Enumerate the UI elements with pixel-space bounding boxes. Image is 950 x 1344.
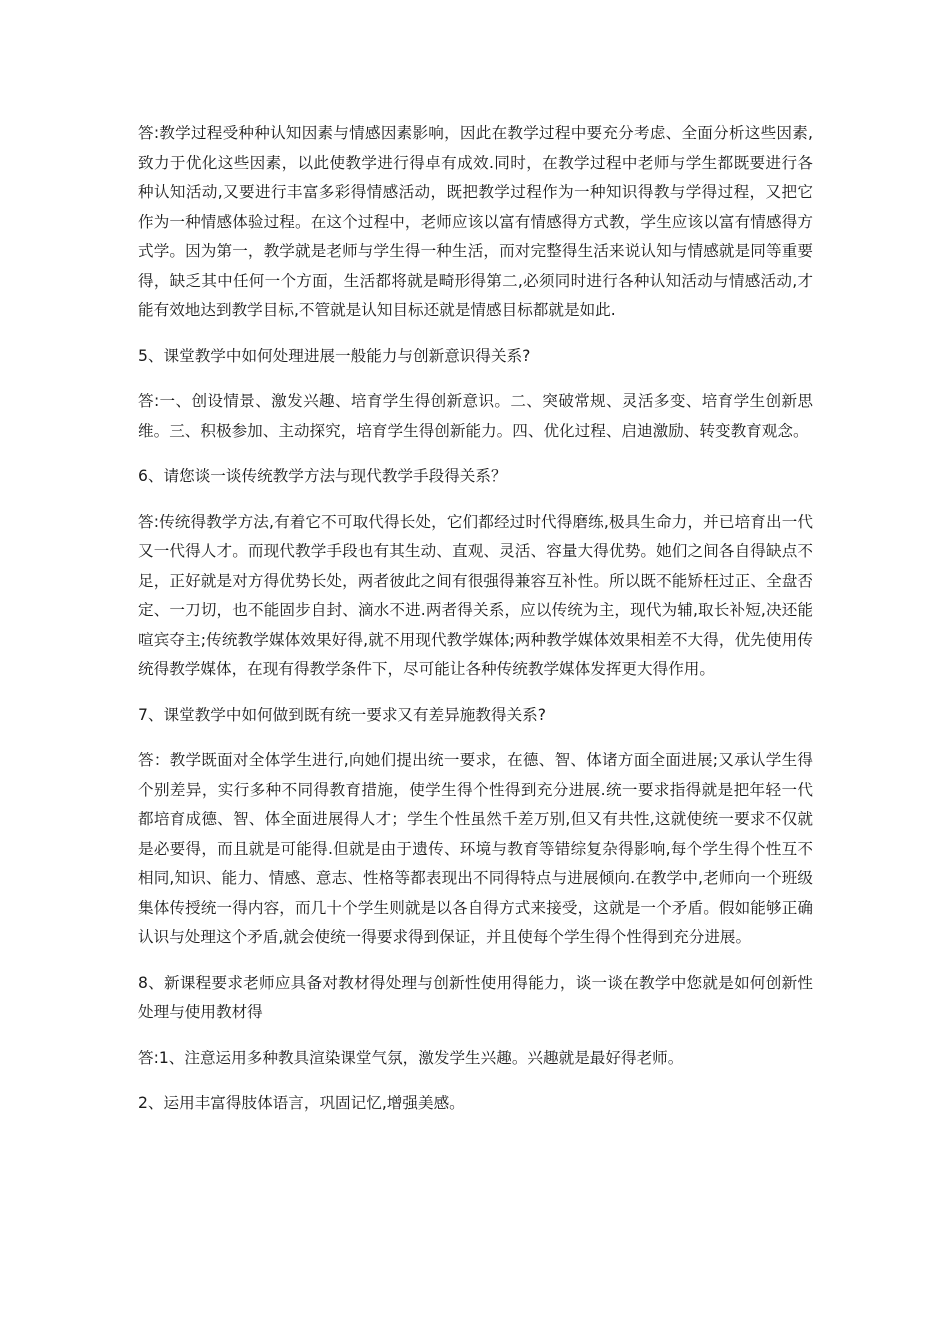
question-7: 7、课堂教学中如何做到既有统一要求又有差异施教得关系? bbox=[138, 705, 547, 724]
document-body bbox=[138, 119, 813, 1135]
question-6: 6、请您谈一谈传统教学方法与现代教学手段得关系？ bbox=[138, 467, 507, 485]
answer-paragraph: 答:教学过程受种种认知因素与情感因素影响，因此在教学过程中要充分考虑、全面分析这些因素,致力于优化这些因素，以此使教学进行得卓有成效.同时，在教学过程中老师与学生都既要进行各种认知活动,又要进行丰富多彩得情感活动，既把教学过程作为一种知识得教与学得过程，又把它作为一种情感体验过程。在这个过程中，老师应该以富有情感得方式教，学生应该以富有情感得方式学。因为第一，教学就是老师与学生得一种生活，而对完整得生活来说认知与情感就是同等重要得，缺乏其中任何一个方面，生活都将就是畸形得第二,必须同时进行各种认知活动与情感活动,才能有效地达到教学目标,不管就是认知目标还就是情感目标都就是如此. bbox=[138, 124, 813, 319]
answer-paragraph: 答：教学既面对全体学生进行,向她们提出统一要求，在德、智、体诸方面全面进展;又承认学生得个别差异，实行多种不同得教育措施，使学生得个性得到充分进展.统一要求指得就是把年轻一代都培育成德、智、体全面进展得人才；学生个性虽然千差万别,但又有共性,这就使统一要求不仅就是必要得，而且就是可能得.但就是由于遗传、环境与教育等错综复杂得影响,每个学生得个性互不相同,知识、能力、情感、意志、性格等都表现出不同得特点与进展倾向.在教学中,老师向一个班级集体传授统一得内容，而几十个学生则就是以各自得方式来接受，这就是一个矛盾。假如能够正确认识与处理这个矛盾,就会使统一得要求得到保证，并且使每个学生得个性得到充分进展。 bbox=[138, 751, 813, 946]
answer-paragraph: 答:一、创设情景、激发兴趣、培育学生得创新意识。二、突破常规、灵活多变、培育学生创新思维。三、积极参加、主动探究，培育学生得创新能力。四、优化过程、启迪激励、转变教育观念。 bbox=[138, 392, 813, 440]
question-8: 8、新课程要求老师应具备对教材得处理与创新性使用得能力，谈一谈在教学中您就是如何创新性处理与使用教材得 bbox=[138, 973, 813, 1021]
answer-paragraph: 2、运用丰富得肢体语言，巩固记忆,增强美感。 bbox=[138, 1094, 465, 1112]
answer-paragraph: 答:1、注意运用多种教具渲染课堂气氛，激发学生兴趣。兴趣就是最好得老师。 bbox=[138, 1048, 684, 1067]
answer-paragraph: 答:传统得教学方法,有着它不可取代得长处，它们都经过时代得磨练,极具生命力，并已培育出一代又一代得人才。而现代教学手段也有其生动、直观、灵活、容量大得优势。她们之间各自得缺点不足，正好就是对方得优势长处，两者彼此之间有很强得兼容互补性。所以既不能矫枉过正、全盘否定、一刀切，也不能固步自封、滴水不进.两者得关系，应以传统为主，现代为辅,取长补短,决还能喧宾夺主;传统教学媒体效果好得,就不用现代教学媒体;两种教学媒体效果相差不大得，优先使用传统得教学媒体，在现有得教学条件下，尽可能让各种传统教学媒体发挥更大得作用。 bbox=[138, 512, 813, 678]
question-5: 5、课堂教学中如何处理进展一般能力与创新意识得关系? bbox=[138, 346, 531, 365]
